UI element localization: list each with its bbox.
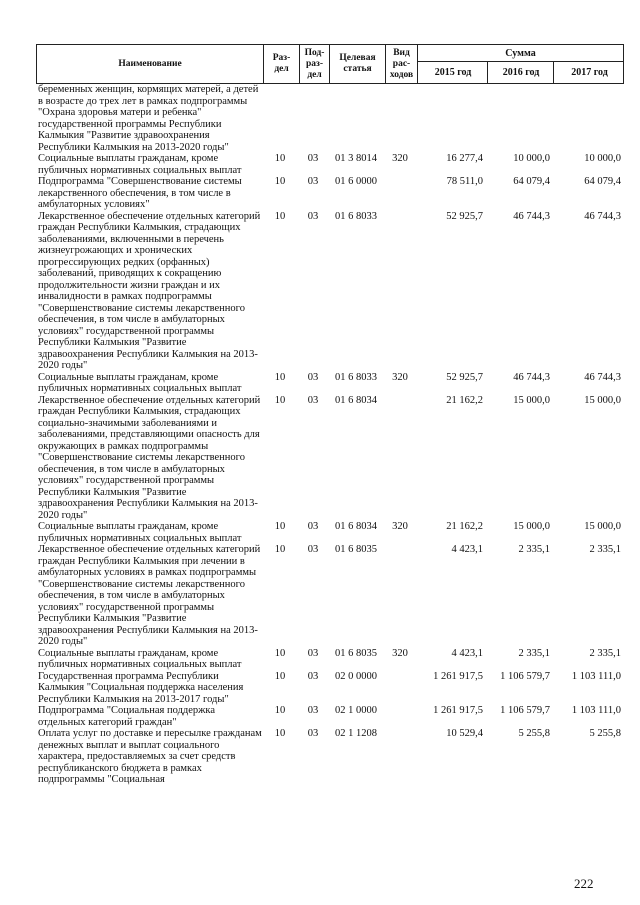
- cell-name: Подпрограмма "Социальная поддержка отдельных категорий граждан": [38, 705, 216, 728]
- cell-razdel: 10: [274, 521, 286, 532]
- header-year-2015: 2015 год: [417, 61, 488, 83]
- cell-2017: 1 103 111,0: [571, 705, 621, 716]
- cell-celevaya: 01 6 8034: [335, 521, 377, 532]
- table-row: [36, 521, 624, 544]
- header-name: Наименование: [118, 58, 182, 69]
- cell-2015: 1 261 917,5: [433, 705, 483, 716]
- cell-celevaya: 01 6 8033: [335, 210, 377, 222]
- cell-2015: 52 925,7: [446, 210, 483, 222]
- cell-2017: 1 103 111,0: [571, 670, 621, 682]
- cell-2016: 10 000,0: [513, 153, 550, 164]
- header-summa: Сумма: [417, 45, 623, 62]
- cell-podrazdel: 03: [307, 647, 319, 659]
- cell-podrazdel: 03: [307, 394, 319, 406]
- cell-name: беременных женщин, кормящих матерей, а детей в возрасте до трех лет в рамках подпрограммы "Охрана здоровья матери и ребенка" государственной программы Республики Калмыкия "Развитие здравоохранения Республики Калмыкия на 2013-2020 годы": [38, 84, 259, 153]
- cell-name: Оплата услуг по доставке и пересылке гражданам денежных выплат и выплат социального характера, предоставляемых за счет средств республиканского бюджета в рамках подпрограммы "Социальная: [38, 728, 262, 785]
- page-number: 222: [574, 876, 594, 891]
- cell-podrazdel: 03: [307, 728, 319, 739]
- cell-name: Социальные выплаты гражданам, кроме публичных нормативных социальных выплат: [38, 521, 242, 544]
- table-row: [36, 705, 624, 728]
- cell-podrazdel: 03: [307, 670, 319, 682]
- header-year-2017: 2017 год: [553, 61, 625, 83]
- table-row: [36, 153, 624, 176]
- cell-razdel: 10: [274, 670, 286, 682]
- cell-name: Лекарственное обеспечение отдельных категорий граждан Республики Калмыкия при лечении в амбулаторных условиях в рамках подпрограммы "Совершенствование системы лекарственного обеспечения, в том числе в амбулаторных условиях" государственной программы Республики Калмыкия "Развитие здравоохранения Республики Калмыкия на 2013-2020 годы": [38, 544, 261, 647]
- cell-name: Лекарственное обеспечение отдельных категорий граждан Республики Калмыкия, страдающих социально-значимыми заболеваниями и заболеваниями, представляющими опасность для окружающих в рамках подпрограммы "Совершенствование системы лекарственного обеспечения, в том числе в амбулаторных условиях" государственной программы Республики Калмыкия "Развитие здравоохранения Республики Калмыкия на 2013-2020 годы": [38, 394, 261, 521]
- cell-2016: 5 255,8: [518, 728, 550, 739]
- cell-vid: 320: [392, 371, 408, 383]
- cell-razdel: 10: [274, 153, 286, 164]
- cell-vid: 320: [392, 647, 408, 659]
- cell-name: Социальные выплаты гражданам, кроме публичных нормативных социальных выплат: [38, 647, 242, 670]
- header-year-2016: 2016 год: [487, 61, 554, 83]
- cell-razdel: 10: [274, 210, 286, 222]
- cell-2015: 4 423,1: [451, 544, 483, 555]
- cell-2016: 46 744,3: [513, 371, 550, 383]
- cell-2017: 64 079,4: [584, 176, 621, 187]
- cell-razdel: 10: [274, 394, 286, 406]
- cell-2015: 10 529,4: [446, 728, 483, 739]
- cell-celevaya: 02 1 0000: [335, 705, 377, 716]
- cell-podrazdel: 03: [307, 153, 319, 164]
- header-razdel: Раз-дел: [263, 45, 299, 83]
- cell-2015: 1 261 917,5: [433, 670, 483, 682]
- cell-2016: 46 744,3: [513, 210, 550, 222]
- header-podrazdel: Под-раз-дел: [299, 45, 329, 83]
- table-row: [36, 648, 624, 671]
- cell-razdel: 10: [274, 176, 286, 187]
- table-row: [36, 372, 624, 395]
- cell-2016: 64 079,4: [513, 176, 550, 187]
- cell-2017: 2 335,1: [589, 647, 621, 659]
- cell-celevaya: 02 1 1208: [335, 728, 377, 739]
- budget-table: [36, 44, 624, 785]
- table-row: [36, 728, 624, 786]
- cell-razdel: 10: [274, 705, 286, 716]
- cell-2016: 1 106 579,7: [500, 705, 550, 716]
- cell-2016: 15 000,0: [513, 521, 550, 532]
- cell-podrazdel: 03: [307, 371, 319, 383]
- table-body: [36, 84, 624, 786]
- cell-2017: 15 000,0: [584, 394, 621, 406]
- cell-2017: 2 335,1: [589, 544, 621, 555]
- cell-2017: 46 744,3: [584, 371, 621, 383]
- cell-name: Социальные выплаты гражданам, кроме публичных нормативных социальных выплат: [38, 153, 242, 176]
- cell-2015: 21 162,2: [446, 521, 483, 532]
- cell-celevaya: 01 6 8034: [335, 394, 377, 406]
- cell-celevaya: 02 0 0000: [335, 670, 377, 682]
- cell-celevaya: 01 6 0000: [335, 176, 377, 187]
- cell-2015: 52 925,7: [446, 371, 483, 383]
- cell-podrazdel: 03: [307, 176, 319, 187]
- cell-2015: 4 423,1: [451, 647, 483, 659]
- cell-vid: 320: [392, 521, 408, 532]
- cell-celevaya: 01 3 8014: [335, 153, 377, 164]
- cell-name: Социальные выплаты гражданам, кроме публичных нормативных социальных выплат: [38, 371, 242, 394]
- header-vid: Вид рас-ходов: [385, 45, 417, 83]
- cell-podrazdel: 03: [307, 705, 319, 716]
- cell-podrazdel: 03: [307, 521, 319, 532]
- cell-razdel: 10: [274, 728, 286, 739]
- cell-2017: 5 255,8: [589, 728, 621, 739]
- cell-celevaya: 01 6 8035: [335, 544, 377, 555]
- cell-2016: 15 000,0: [513, 394, 550, 406]
- table-row: [36, 544, 624, 648]
- cell-celevaya: 01 6 8033: [335, 371, 377, 383]
- table-row: [36, 84, 624, 153]
- header-celevaya: Целевая статья: [329, 45, 385, 83]
- cell-name: Подпрограмма "Совершенствование системы лекарственного обеспечения, в том числе в амбулаторных условиях": [38, 176, 242, 210]
- cell-celevaya: 01 6 8035: [335, 647, 377, 659]
- cell-2015: 16 277,4: [446, 153, 483, 164]
- cell-2017: 10 000,0: [584, 153, 621, 164]
- cell-podrazdel: 03: [307, 210, 319, 222]
- cell-name: Государственная программа Республики Калмыкия "Социальная поддержка населения Республики Калмыкия на 2013-2017 годы": [38, 670, 244, 705]
- table-header: [36, 44, 624, 84]
- table-row: [36, 671, 624, 706]
- cell-2017: 46 744,3: [584, 210, 621, 222]
- cell-2016: 2 335,1: [518, 544, 550, 555]
- cell-razdel: 10: [274, 371, 286, 383]
- cell-razdel: 10: [274, 544, 286, 555]
- cell-2017: 15 000,0: [584, 521, 621, 532]
- cell-2016: 2 335,1: [518, 647, 550, 659]
- cell-razdel: 10: [274, 647, 286, 659]
- cell-podrazdel: 03: [307, 544, 319, 555]
- cell-vid: 320: [392, 153, 408, 164]
- cell-2016: 1 106 579,7: [500, 670, 550, 682]
- cell-name: Лекарственное обеспечение отдельных категорий граждан Республики Калмыкия, страдающих заболеваниями, включенными в перечень жизнеугрожающих и хронических прогрессирующих редких (орфанных) заболеваний, приводящих к сокращению продолжительности жизни граждан и их инвалидности в рамках подпрограммы "Совершенствование системы лекарственного обеспечения, в том числе в амбулаторных условиях" государственной программы Республики Калмыкия "Развитие здравоохранения Республики Калмыкия на 2013-2020 годы": [38, 210, 261, 371]
- table-row: [36, 395, 624, 522]
- cell-2015: 21 162,2: [446, 394, 483, 406]
- table-row: [36, 211, 624, 372]
- cell-2015: 78 511,0: [446, 176, 483, 187]
- table-row: [36, 176, 624, 211]
